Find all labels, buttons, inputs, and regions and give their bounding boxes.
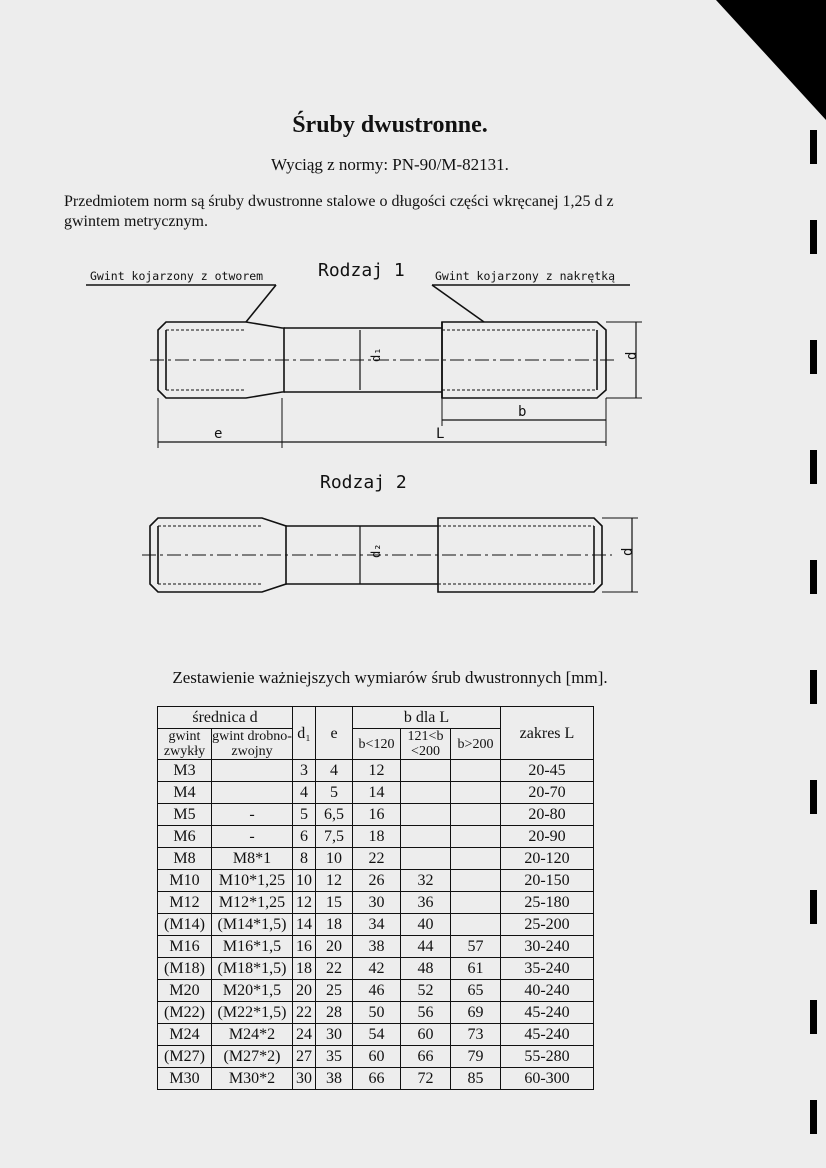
table-cell — [401, 782, 451, 804]
table-row — [158, 804, 594, 826]
table-cell — [212, 782, 293, 804]
table-cell: 79 — [451, 1046, 501, 1068]
table-cell: 16 — [353, 804, 401, 826]
table-cell: (M27) — [158, 1046, 212, 1068]
table-cell: 45-240 — [501, 1002, 594, 1024]
table-cell: 34 — [353, 914, 401, 936]
table-cell: 22 — [293, 1002, 316, 1024]
table-cell: (M22*1,5) — [212, 1002, 293, 1024]
table-cell: M5 — [158, 804, 212, 826]
table-cell: 55-280 — [501, 1046, 594, 1068]
table-row — [158, 936, 594, 958]
table-cell — [401, 848, 451, 870]
table-cell: 14 — [353, 782, 401, 804]
table-cell: 42 — [353, 958, 401, 980]
table-cell: 22 — [316, 958, 353, 980]
table-row — [158, 848, 594, 870]
table-cell: 30 — [353, 892, 401, 914]
table-cell: M10*1,25 — [212, 870, 293, 892]
table-cell: M30 — [158, 1068, 212, 1090]
table-cell: M24 — [158, 1024, 212, 1046]
table-cell: M3 — [158, 760, 212, 782]
table-cell: M8 — [158, 848, 212, 870]
table-cell: 18 — [353, 826, 401, 848]
table-cell — [451, 826, 501, 848]
table-cell: 20-45 — [501, 760, 594, 782]
table-cell: 60 — [401, 1024, 451, 1046]
table-cell: 66 — [353, 1068, 401, 1090]
table-cell: 73 — [451, 1024, 501, 1046]
table-cell: 45-240 — [501, 1024, 594, 1046]
table-row — [158, 826, 594, 848]
table-cell: 35-240 — [501, 958, 594, 980]
table-cell: (M22) — [158, 1002, 212, 1024]
table-cell: 10 — [316, 848, 353, 870]
table-cell: 60-300 — [501, 1068, 594, 1090]
drawing-rodzaj-1 — [86, 260, 642, 448]
table-cell — [451, 870, 501, 892]
table-cell: 30-240 — [501, 936, 594, 958]
table-row — [158, 782, 594, 804]
table-title: Zestawienie ważniejszych wymiarów śrub dwustronnych [mm]. — [172, 668, 608, 687]
table-cell: 26 — [353, 870, 401, 892]
table-cell: 10 — [293, 870, 316, 892]
table-cell: 36 — [401, 892, 451, 914]
table-row — [158, 958, 594, 980]
table-cell: 5 — [293, 804, 316, 826]
table-cell: 54 — [353, 1024, 401, 1046]
table-row — [158, 1002, 594, 1024]
table-cell: 18 — [293, 958, 316, 980]
header-gwint-drobno: gwint drobno-zwojny — [212, 729, 292, 759]
table-cell: 3 — [293, 760, 316, 782]
table-cell: 20-90 — [501, 826, 594, 848]
table-cell — [401, 826, 451, 848]
table-cell: 22 — [353, 848, 401, 870]
table-cell — [451, 804, 501, 826]
header-srednica: średnica d — [158, 707, 293, 729]
table-cell: 4 — [316, 760, 353, 782]
table-cell: 32 — [401, 870, 451, 892]
table-cell: (M27*2) — [212, 1046, 293, 1068]
header-b1: b<120 — [353, 729, 401, 760]
table-cell: 30 — [316, 1024, 353, 1046]
table-cell: 35 — [316, 1046, 353, 1068]
table-row — [158, 1046, 594, 1068]
table-cell: 48 — [401, 958, 451, 980]
header-b-dla-L: b dla L — [353, 707, 501, 729]
header-e: e — [316, 707, 353, 760]
table-cell: M4 — [158, 782, 212, 804]
table-cell: 15 — [316, 892, 353, 914]
table-cell: 6,5 — [316, 804, 353, 826]
drawing1-title: Rodzaj 1 — [318, 260, 405, 281]
table-cell: M12*1,25 — [212, 892, 293, 914]
table-cell: - — [212, 826, 293, 848]
drawing2-title: Rodzaj 2 — [320, 472, 407, 493]
table-cell — [451, 892, 501, 914]
table-cell: 65 — [451, 980, 501, 1002]
table-cell: M20 — [158, 980, 212, 1002]
table-cell: 12 — [293, 892, 316, 914]
table-cell — [451, 782, 501, 804]
table-cell: 85 — [451, 1068, 501, 1090]
table-cell: (M14*1,5) — [212, 914, 293, 936]
table-cell: M20*1,5 — [212, 980, 293, 1002]
table-cell: M10 — [158, 870, 212, 892]
table-cell: 20-80 — [501, 804, 594, 826]
table-cell: 60 — [353, 1046, 401, 1068]
table-cell — [401, 804, 451, 826]
table-cell: 18 — [316, 914, 353, 936]
header-gwint-zwykly: gwint zwykły — [158, 729, 212, 760]
drawing1-d1-label: d₁ — [369, 347, 383, 362]
header-d1: d₁ — [293, 707, 316, 760]
table-cell: 66 — [401, 1046, 451, 1068]
table-cell: 16 — [293, 936, 316, 958]
table-cell: 69 — [451, 1002, 501, 1024]
table-cell: M8*1 — [212, 848, 293, 870]
table-cell: 4 — [293, 782, 316, 804]
table-cell: M6 — [158, 826, 212, 848]
table-cell: 25 — [316, 980, 353, 1002]
table-cell: 24 — [293, 1024, 316, 1046]
table-cell: M12 — [158, 892, 212, 914]
table-cell: 44 — [401, 936, 451, 958]
header-b2: 121<b <200 — [401, 729, 451, 760]
table-cell: 38 — [316, 1068, 353, 1090]
table-cell: 12 — [353, 760, 401, 782]
table-cell: 25-200 — [501, 914, 594, 936]
table-row — [158, 870, 594, 892]
table-cell: 12 — [316, 870, 353, 892]
table-cell: 57 — [451, 936, 501, 958]
table-cell: 6 — [293, 826, 316, 848]
table-cell: 20 — [293, 980, 316, 1002]
table-cell — [451, 760, 501, 782]
table-row — [158, 1024, 594, 1046]
table-cell: 40-240 — [501, 980, 594, 1002]
drawing2-d-label: d — [620, 547, 636, 556]
table-row — [158, 980, 594, 1002]
table-cell: 72 — [401, 1068, 451, 1090]
table-cell: 38 — [353, 936, 401, 958]
drawing1-b-label: b — [518, 404, 527, 420]
table-cell: M16*1,5 — [212, 936, 293, 958]
table-cell: - — [212, 804, 293, 826]
table-cell — [401, 760, 451, 782]
table-cell: (M18) — [158, 958, 212, 980]
table-cell: 46 — [353, 980, 401, 1002]
table-cell: 14 — [293, 914, 316, 936]
table-cell: M30*2 — [212, 1068, 293, 1090]
table-cell: 50 — [353, 1002, 401, 1024]
table-cell: (M14) — [158, 914, 212, 936]
header-b3: b>200 — [451, 729, 501, 760]
table-cell: 27 — [293, 1046, 316, 1068]
table-cell — [451, 914, 501, 936]
table-cell: 5 — [316, 782, 353, 804]
table-cell — [451, 848, 501, 870]
table-body — [158, 760, 594, 1090]
table-cell — [212, 760, 293, 782]
header-zakres: zakres L — [501, 707, 594, 760]
table-cell: 28 — [316, 1002, 353, 1024]
drawing1-L-label: L — [436, 426, 445, 442]
drawing-rodzaj-2 — [142, 472, 638, 592]
table-cell: 30 — [293, 1068, 316, 1090]
drawing1-d-label: d — [624, 351, 640, 360]
table-cell: 61 — [451, 958, 501, 980]
table-row — [158, 914, 594, 936]
drawing2-d2-label: d₂ — [369, 543, 383, 558]
intro-paragraph: Przedmiotem norm są śruby dwustronne stalowe o długości części wkręcanej 1,25 d z gwintem metrycznym. — [64, 193, 614, 230]
table-cell: 20-70 — [501, 782, 594, 804]
table-cell: 52 — [401, 980, 451, 1002]
table-cell: 20-150 — [501, 870, 594, 892]
drawing1-left-note: Gwint kojarzony z otworem — [90, 269, 264, 283]
drawing1-right-note: Gwint kojarzony z nakrętką — [435, 269, 616, 283]
table-cell: 8 — [293, 848, 316, 870]
table-row — [158, 892, 594, 914]
table-cell: 56 — [401, 1002, 451, 1024]
table-cell: 20 — [316, 936, 353, 958]
table-cell: 25-180 — [501, 892, 594, 914]
drawing1-e-label: e — [214, 426, 223, 442]
table-cell: 7,5 — [316, 826, 353, 848]
norm-reference: Wyciąg z normy: PN-90/M-82131. — [271, 155, 509, 174]
table-row — [158, 1068, 594, 1090]
table-row — [158, 760, 594, 782]
dimensions-table — [157, 706, 594, 1090]
table-cell: M16 — [158, 936, 212, 958]
table-cell: M24*2 — [212, 1024, 293, 1046]
table-cell: 40 — [401, 914, 451, 936]
table-cell: (M18*1,5) — [212, 958, 293, 980]
page-title: Śruby dwustronne. — [292, 112, 488, 138]
table-cell: 20-120 — [501, 848, 594, 870]
